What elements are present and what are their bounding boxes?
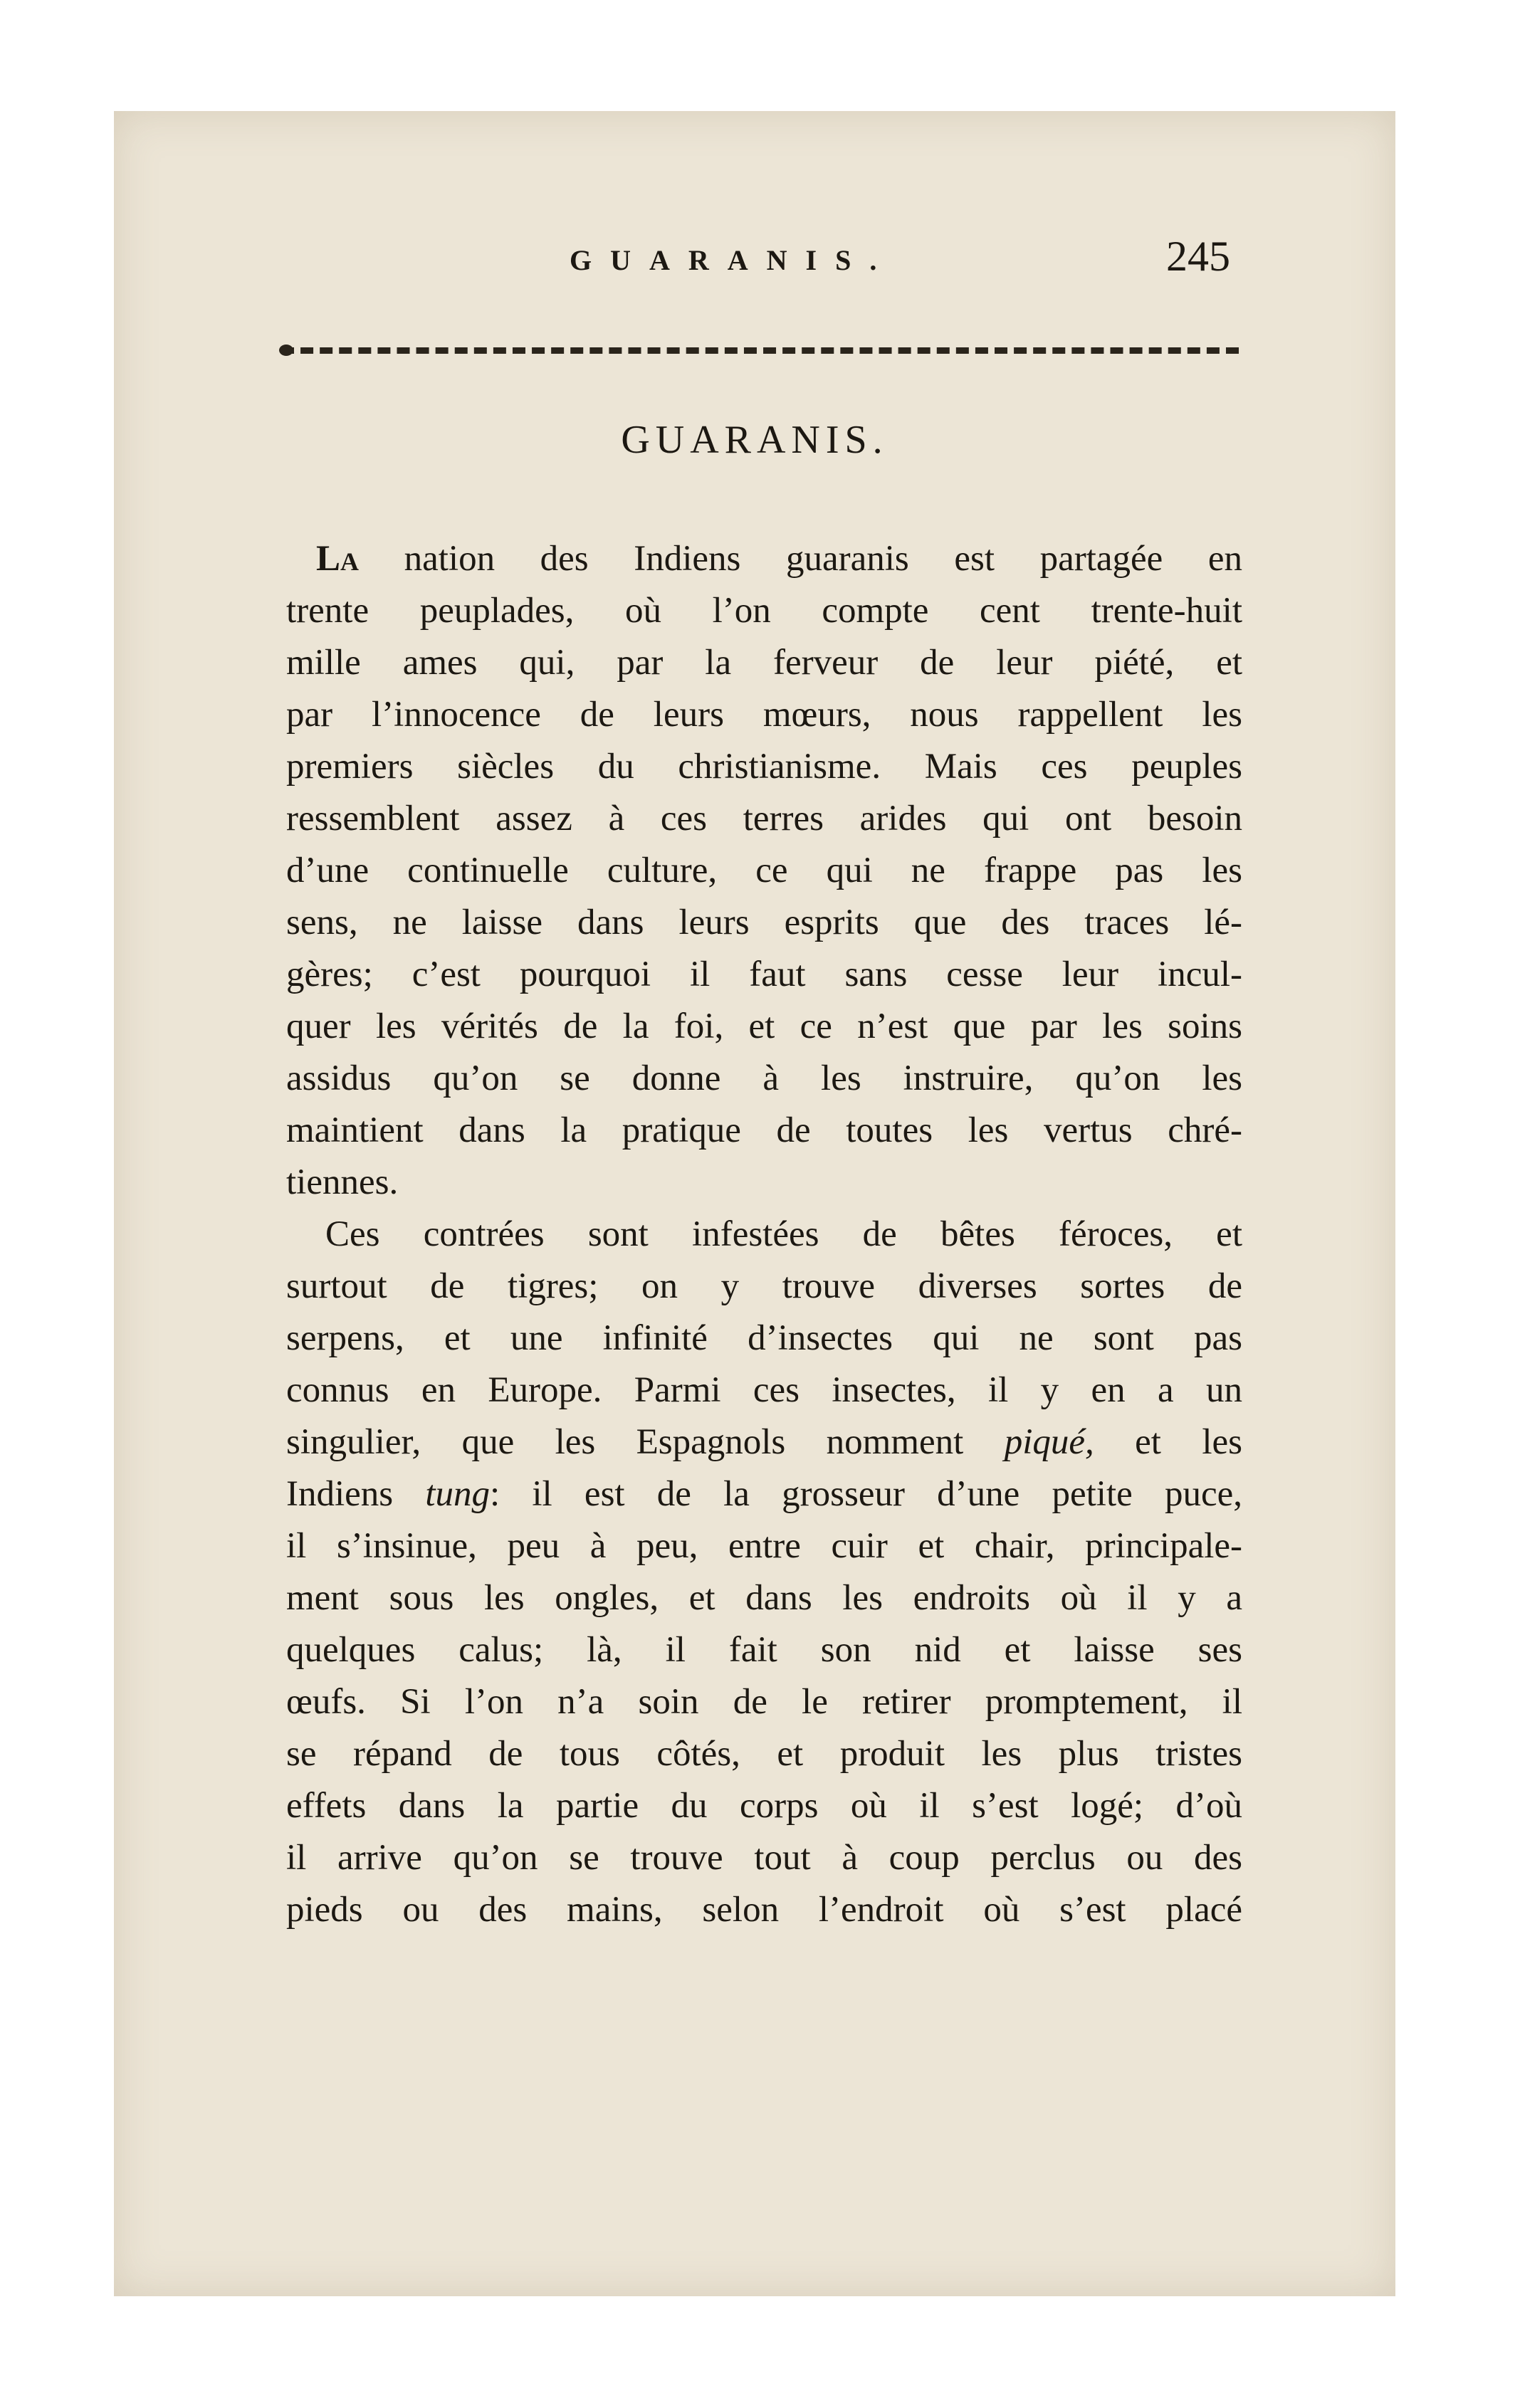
text-line: Ces contrées sont infestées de bêtes féroces, et [325, 1214, 1242, 1254]
text-line: maintient dans la pratique de toutes les vertus chré- [286, 1110, 1242, 1150]
text-line: serpens, et une infinité d’insectes qui ne sont pas [286, 1318, 1242, 1358]
text-line: connus en Europe. Parmi ces insectes, il y en a un [286, 1370, 1242, 1410]
text-line: effets dans la partie du corps où il s’est logé; d’où [286, 1786, 1242, 1826]
text-line: surtout de tigres; on y trouve diverses sortes de [286, 1266, 1242, 1306]
running-title: GUARANIS. [570, 244, 896, 276]
text-line: tiennes. [286, 1162, 399, 1202]
text-line: mille ames qui, par la ferveur de leur piété, et [286, 643, 1242, 683]
text-line: il arrive qu’on se trouve tout à coup perclus ou des [286, 1838, 1242, 1878]
initial-small-caps: La [316, 539, 360, 579]
line-text: : il est de la grosseur d’une petite puce, [490, 1474, 1242, 1514]
text-line [286, 1416, 1242, 1468]
line-text: Indiens [286, 1474, 426, 1514]
chapter-title: GUARANIS. [621, 418, 888, 462]
running-head [114, 232, 1395, 289]
text-line: trente peuplades, où l’on compte cent trente-huit [286, 591, 1242, 631]
text-line: quelques calus; là, il fait son nid et laisse ses [286, 1630, 1242, 1670]
ornamental-rule [281, 347, 1239, 354]
rule-ornament [279, 345, 293, 356]
line-text: nation des Indiens guaranis est partagée en [359, 539, 1242, 579]
text-line [286, 533, 1242, 585]
line-text: et les [1094, 1422, 1242, 1462]
text-line [286, 1468, 1242, 1520]
line-text: singulier, que les Espagnols nomment [286, 1422, 1005, 1462]
text-line: il s’insinue, peu à peu, entre cuir et chair, principale- [286, 1526, 1242, 1566]
body-text [286, 533, 1242, 1936]
italic-term: tung [425, 1474, 491, 1514]
italic-term: piqué, [1004, 1422, 1094, 1462]
text-line: ressemblent assez à ces terres arides qui ont besoin [286, 799, 1242, 838]
text-line: sens, ne laisse dans leurs esprits que des traces lé- [286, 903, 1242, 942]
text-line: se répand de tous côtés, et produit les plus tristes [286, 1734, 1242, 1774]
text-line: quer les vérités de la foi, et ce n’est que par les soins [286, 1006, 1242, 1046]
text-line: ment sous les ongles, et dans les endroits où il y a [286, 1578, 1242, 1618]
text-line: premiers siècles du christianisme. Mais ces peuples [286, 747, 1242, 787]
text-line: gères; c’est pourquoi il faut sans cesse leur incul- [286, 955, 1242, 994]
text-line: assidus qu’on se donne à les instruire, qu’on les [286, 1058, 1242, 1098]
book-page [114, 111, 1395, 2296]
text-line: œufs. Si l’on n’a soin de le retirer promptement, il [286, 1682, 1242, 1722]
text-line: pieds ou des mains, selon l’endroit où s’est placé [286, 1890, 1242, 1930]
text-line: d’une continuelle culture, ce qui ne frappe pas les [286, 851, 1242, 890]
text-line: par l’innocence de leurs mœurs, nous rappellent les [286, 695, 1242, 735]
page-number: 245 [1166, 233, 1230, 280]
